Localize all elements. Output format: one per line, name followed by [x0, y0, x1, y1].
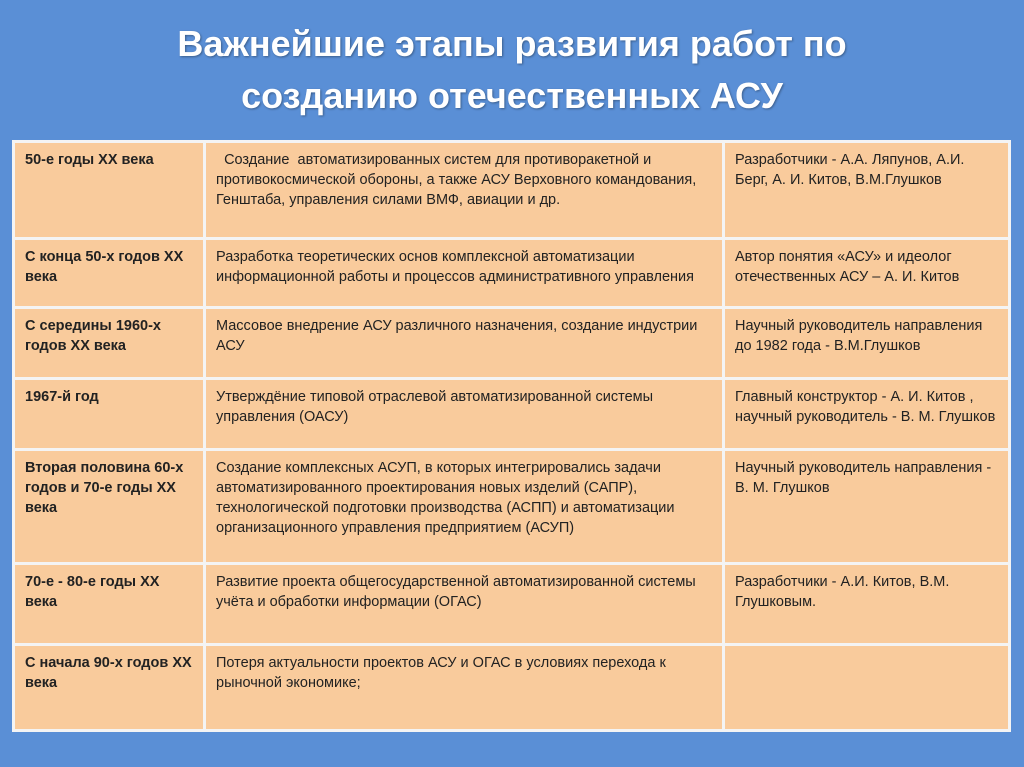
- description-cell: Создание автоматизированных систем для противоракетной и противокосмической обороны, а также АСУ Верховного командования, Генштаба, управления силами ВМФ, авиации и др.: [205, 142, 724, 239]
- people-cell: Разработчики - А.А. Ляпунов, А.И. Берг, А. И. Китов, В.М.Глушков: [724, 142, 1010, 239]
- people-cell: Автор понятия «АСУ» и идеолог отечественных АСУ – А. И. Китов: [724, 239, 1010, 308]
- period-cell: 50-е годы XX века: [14, 142, 205, 239]
- table-row: [14, 142, 1010, 239]
- table-row: [14, 308, 1010, 379]
- description-cell: Разработка теоретических основ комплексной автоматизации информационной работы и процессов административного управления: [205, 239, 724, 308]
- description-cell: Потеря актуальности проектов АСУ и ОГАС в условиях перехода к рыночной экономике;: [205, 645, 724, 731]
- description-cell: Утверждёние типовой отраслевой автоматизированной системы управления (ОАСУ): [205, 379, 724, 450]
- title-line-2: созданию отечественных АСУ: [241, 75, 783, 116]
- period-cell: С начала 90-х годов XX века: [14, 645, 205, 731]
- table-row: [14, 239, 1010, 308]
- period-cell: 70-е - 80-е годы XX века: [14, 564, 205, 645]
- period-cell: 1967-й год: [14, 379, 205, 450]
- slide-title: [0, 18, 1024, 122]
- description-cell: Массовое внедрение АСУ различного назначения, создание индустрии АСУ: [205, 308, 724, 379]
- table-row: [14, 379, 1010, 450]
- table-row: [14, 564, 1010, 645]
- period-cell: С середины 1960-х годов XX века: [14, 308, 205, 379]
- people-cell: Научный руководитель направления - В. М. Глушков: [724, 450, 1010, 564]
- description-cell: Развитие проекта общегосударственной автоматизированной системы учёта и обработки информации (ОГАС): [205, 564, 724, 645]
- table-row: [14, 645, 1010, 731]
- people-cell: Разработчики - А.И. Китов, В.М. Глушковым.: [724, 564, 1010, 645]
- title-line-1: Важнейшие этапы развития работ по: [177, 23, 847, 64]
- people-cell: Научный руководитель направления до 1982 года - В.М.Глушков: [724, 308, 1010, 379]
- description-cell: Создание комплексных АСУП, в которых интегрировались задачи автоматизированного проектирования новых изделий (САПР), технологической подготовки производства (АСПП) и автоматизации организационного управления предприятием (АСУП): [205, 450, 724, 564]
- stages-table: [12, 140, 1011, 732]
- people-cell: [724, 645, 1010, 731]
- table-row: [14, 450, 1010, 564]
- period-cell: Вторая половина 60-х годов и 70-е годы XX века: [14, 450, 205, 564]
- period-cell: С конца 50-х годов XX века: [14, 239, 205, 308]
- people-cell: Главный конструктор - А. И. Китов , научный руководитель - В. М. Глушков: [724, 379, 1010, 450]
